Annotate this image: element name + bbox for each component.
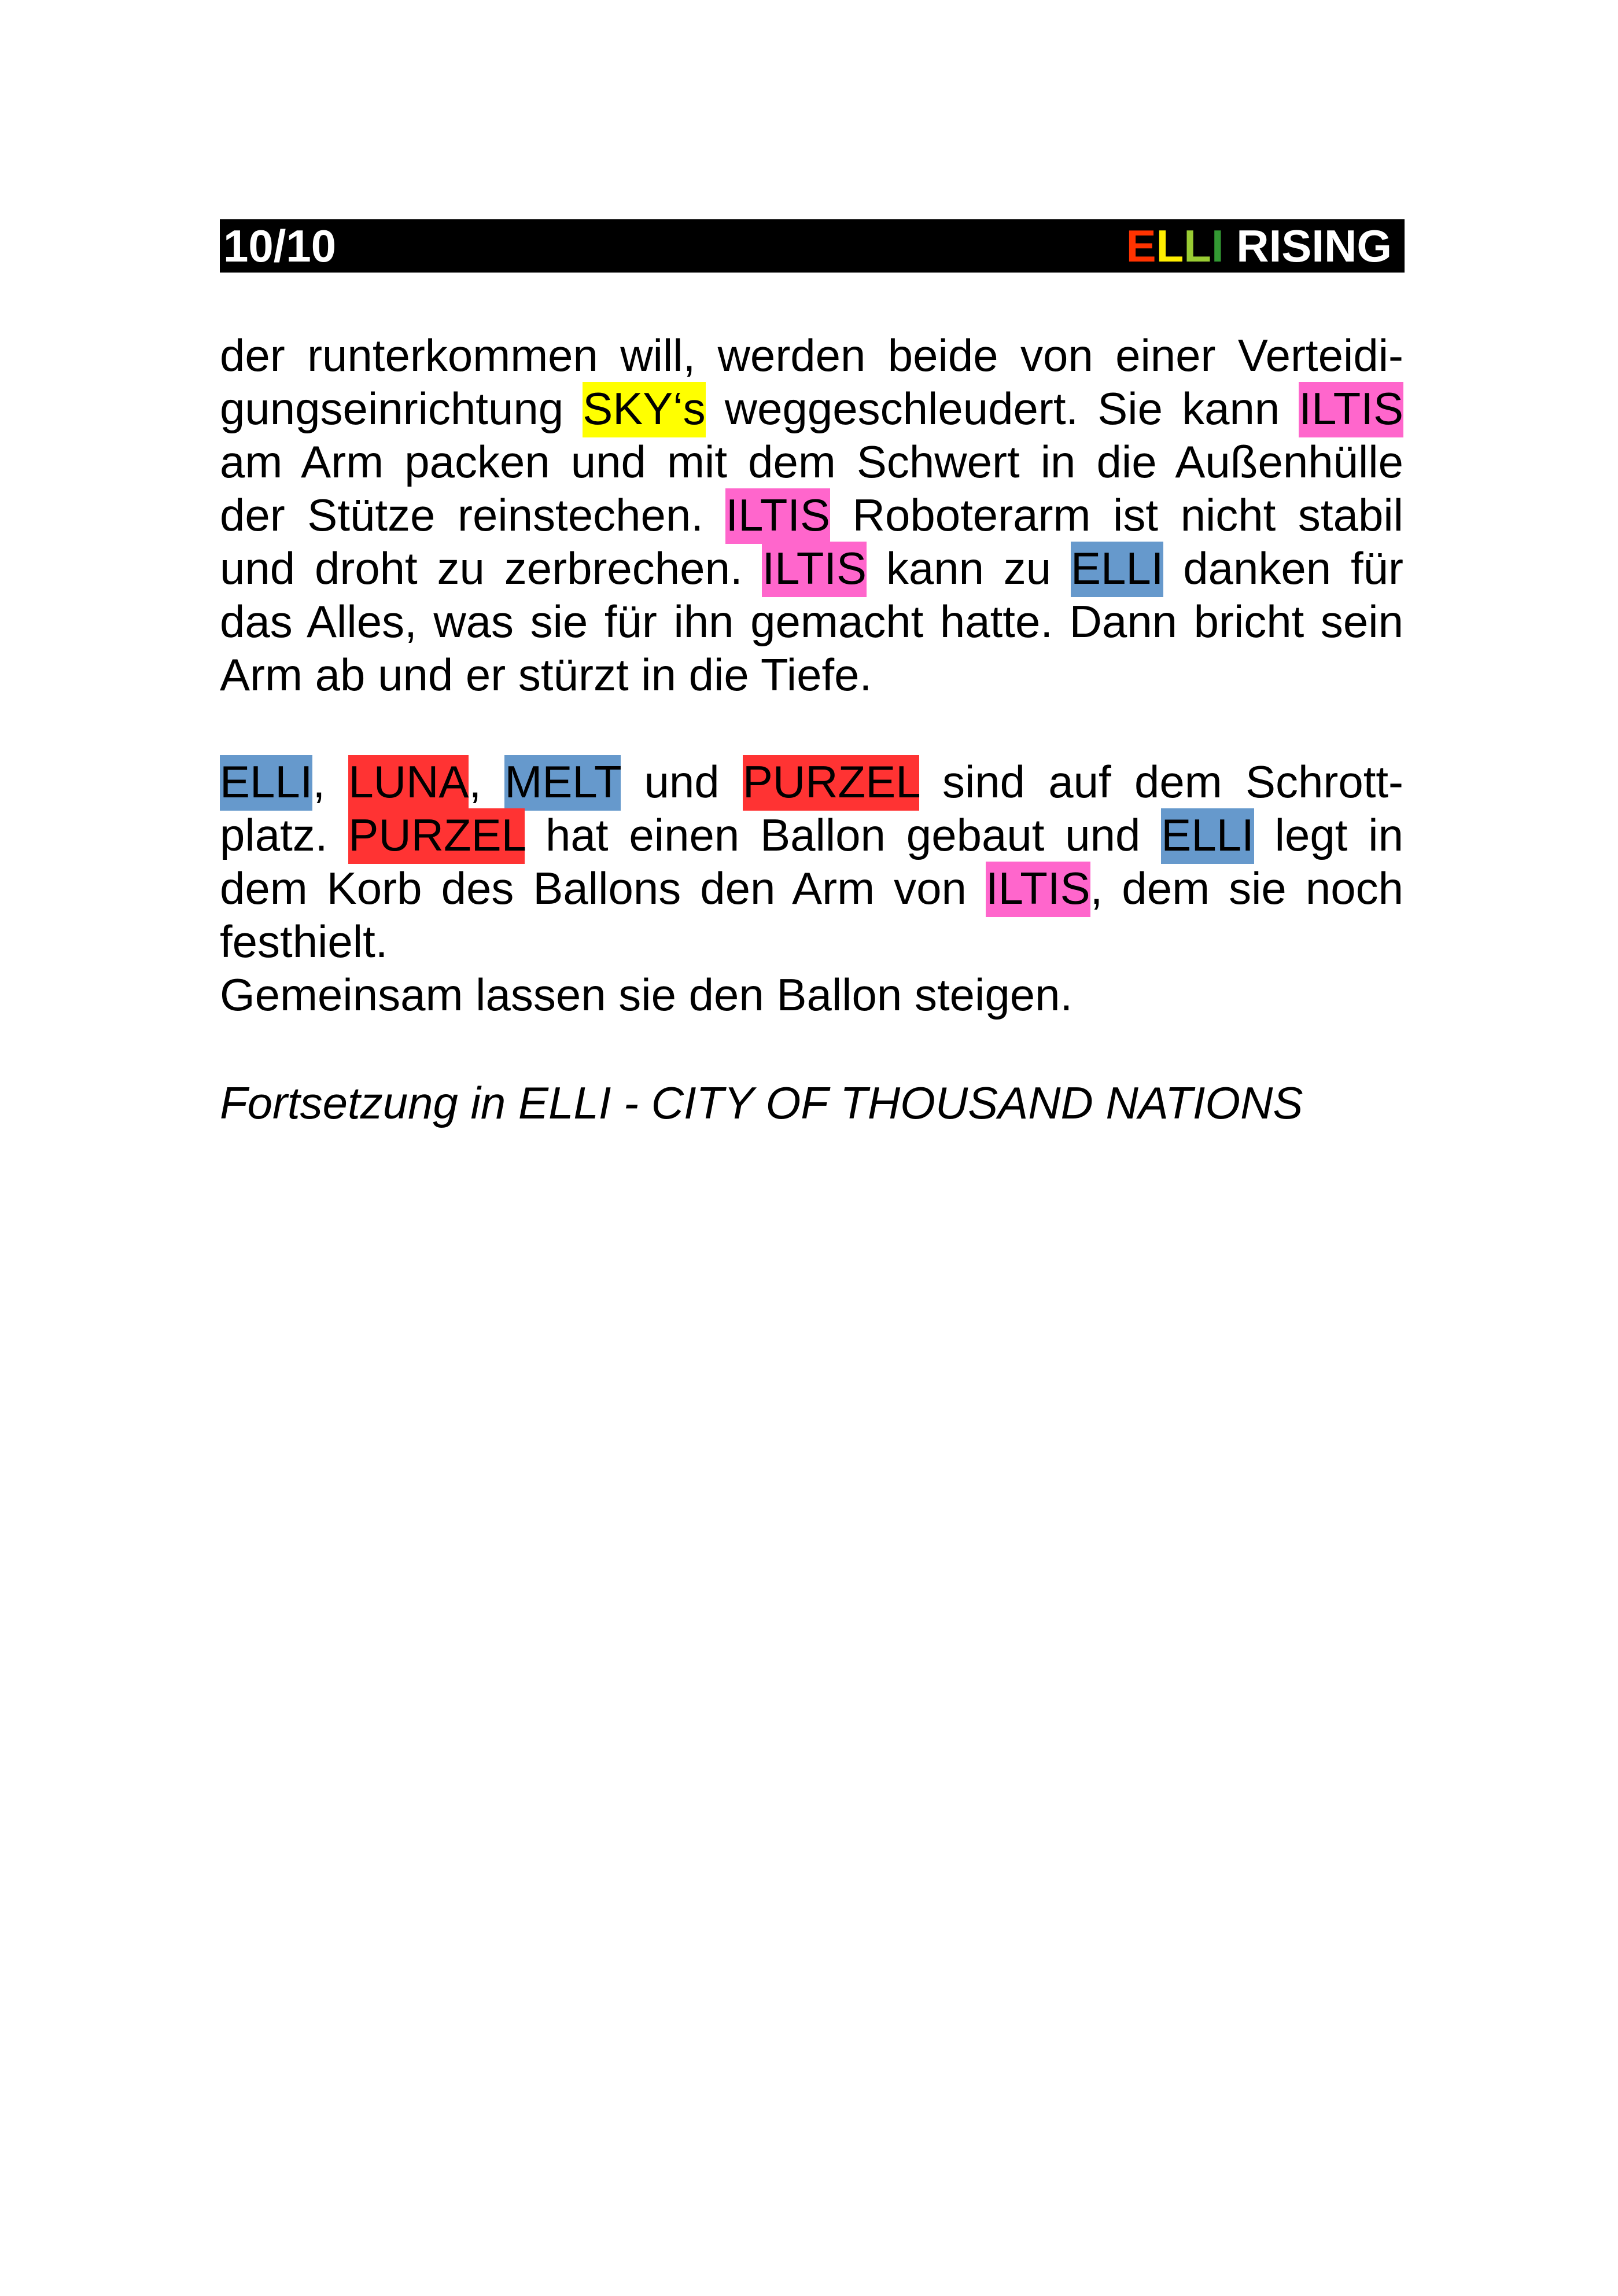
text-segment: , dem sie noch festhielt. [220,863,1403,967]
paragraph-2 [220,755,1403,1021]
highlight-purzel: PURZEL [743,755,919,811]
highlight-iltis: ILTIS [725,488,830,544]
highlight-purzel: PURZEL [348,808,525,864]
text-segment: legt in dem Korb des Ballons den Arm von [220,810,1404,914]
title-rest: RISING [1223,220,1392,271]
text-segment: am Arm packen und mit dem Schwert in die Außenhülle der Stütze reinstechen. [220,436,1403,540]
highlight-sky: SKY‘s [583,382,705,437]
highlight-iltis: ILTIS [1299,382,1403,437]
text-segment: kann zu [867,543,1071,594]
text-segment: sind auf dem Schrott-platz. [220,756,1404,860]
title-letter-l1: L [1156,220,1184,271]
highlight-elli: ELLI [1161,808,1254,864]
text-segment: Roboterarm ist nicht stabil und droht zu zerbrechen. [220,490,1403,594]
continuation-note [220,1076,1403,1129]
page-number: 10/10 [223,220,337,271]
highlight-elli: ELLI [1071,542,1163,597]
highlight-iltis: ILTIS [762,542,867,597]
text-segment: der runterkommen will, werden beide von einer Verteidi-gungseinrichtung [220,330,1403,434]
highlight-elli: ELLI [220,755,312,811]
page-header-bar [220,219,1405,273]
paragraph-2-closing-line: Gemeinsam lassen sie den Ballon steigen. [220,969,1073,1020]
continuation-text: Fortsetzung in ELLI - CITY OF THOUSAND NATIONS [220,1077,1303,1128]
book-title [1126,219,1392,273]
text-segment: , [312,756,349,807]
text-segment: und [621,756,743,807]
text-segment: weggeschleudert. Sie kann [705,383,1299,434]
highlight-luna: LUNA [348,755,469,811]
title-letter-e: E [1126,220,1156,271]
title-letter-i: I [1211,220,1224,271]
highlight-melt: MELT [504,755,621,811]
text-segment: hat einen Ballon gebaut und [525,810,1162,860]
text-segment: , [469,756,505,807]
text-segment: danken für das Alles, was sie für ihn gemacht hatte. Dann bricht sein Arm ab und er stürzt in die Tiefe. [220,543,1403,700]
paragraph-1 [220,329,1403,701]
highlight-iltis: ILTIS [986,862,1090,917]
title-letter-l2: L [1184,220,1211,271]
